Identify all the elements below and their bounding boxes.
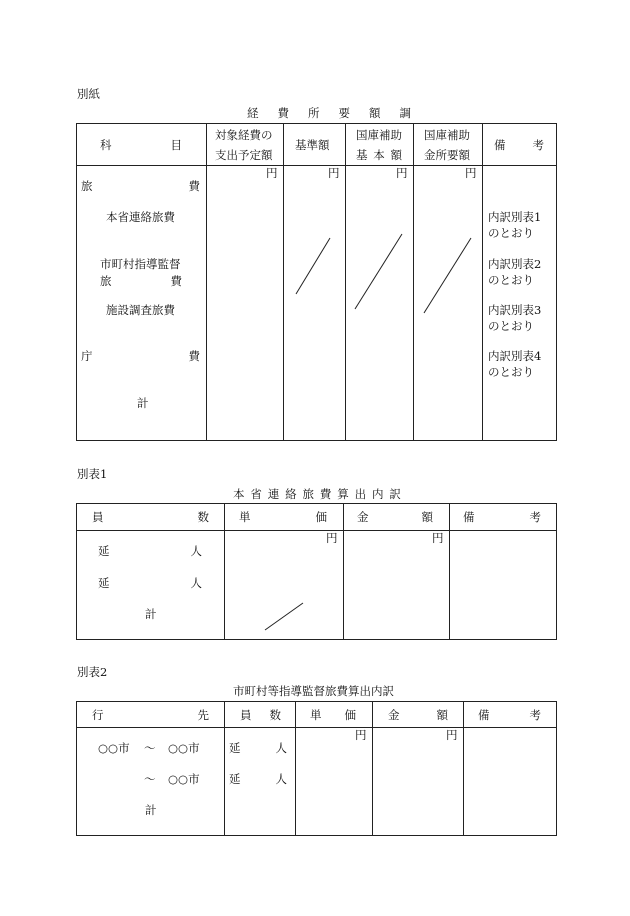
table1-label: 別表1 (77, 467, 108, 481)
table1-amount-unit: 円 (432, 531, 444, 545)
header-remarks: 備 考 (494, 138, 544, 152)
table2-amount-unit: 円 (446, 728, 458, 742)
table1-unit-price-unit: 円 (326, 531, 338, 545)
table2-row1-from: ○○市 (98, 741, 130, 755)
row-office: 庁 費 (81, 349, 200, 363)
header-target-1: 対象経費の (215, 128, 273, 142)
table1-title: 本 省 連 絡 旅 費 算 出 内 訳 (233, 487, 401, 501)
doc-label: 別紙 (77, 87, 100, 101)
row-total: 計 (137, 396, 149, 410)
table1-diagonal (265, 603, 303, 630)
table2-divider-3 (372, 701, 373, 836)
remark-1-line2: のとおり (488, 226, 534, 240)
table1-total: 計 (145, 607, 157, 621)
unit-standard: 円 (328, 166, 340, 180)
header-standard: 基準額 (295, 138, 330, 152)
table2-row1-to: ○○市 (168, 741, 200, 755)
table2-header-amount: 金 額 (388, 708, 448, 722)
remark-3-line2: のとおり (488, 319, 534, 333)
table2-row1-tilde: ～ (144, 741, 156, 755)
table1-header-persons: 員 数 (92, 510, 209, 524)
table2-header-persons: 員 数 (240, 708, 281, 722)
unit-target: 円 (266, 166, 278, 180)
row-ministry: 本省連絡旅費 (106, 210, 175, 224)
table2-divider-4 (463, 701, 464, 836)
row-guidance-2: 旅 費 (100, 274, 182, 288)
table2-row2-tilde: ～ (144, 772, 156, 786)
unit-subsidy-req: 円 (465, 166, 477, 180)
header-subsidy-req-2: 金所要額 (424, 148, 470, 162)
row-guidance-1: 市町村指導監督 (100, 257, 181, 271)
remark-4-line1: 内訳別表4 (488, 349, 542, 363)
table1-header-unit-price: 単 価 (239, 510, 327, 524)
header-subsidy-base-1: 国庫補助 (356, 128, 402, 142)
table2-total: 計 (145, 803, 157, 817)
table2-unit-price-unit: 円 (355, 728, 367, 742)
table2-label: 別表2 (77, 665, 108, 679)
table1-row2: 延 人 (98, 576, 202, 590)
table1-header-amount: 金 額 (357, 510, 433, 524)
remark-2-line1: 内訳別表2 (488, 257, 542, 271)
table2-row2-persons: 延 人 (229, 772, 287, 786)
table2-header-unit-price: 単 価 (310, 708, 356, 722)
table2-header-destination: 行 先 (92, 708, 209, 722)
table2-divider-1 (224, 701, 225, 836)
table2-row2-to: ○○市 (168, 772, 200, 786)
header-target-2: 支出予定額 (215, 148, 273, 162)
remark-3-line1: 内訳別表3 (488, 303, 542, 317)
table2-header-rule (76, 727, 557, 728)
table1-header-remarks: 備 考 (463, 510, 541, 524)
remark-4-line2: のとおり (488, 365, 534, 379)
unit-subsidy-base: 円 (396, 166, 408, 180)
row-travel: 旅 費 (81, 179, 200, 193)
table2-header-remarks: 備 考 (478, 708, 541, 722)
header-subsidy-req-1: 国庫補助 (424, 128, 470, 142)
table2-divider-2 (295, 701, 296, 836)
table2-title: 市町村等指導監督旅費算出内訳 (233, 684, 394, 698)
row-facility: 施設調査旅費 (106, 303, 175, 317)
table2-row1-persons: 延 人 (229, 741, 287, 755)
header-subsidy-base-2: 基 本 額 (356, 148, 402, 162)
remark-2-line2: のとおり (488, 273, 534, 287)
remark-1-line1: 内訳別表1 (488, 210, 542, 224)
doc-title: 経 費 所 要 額 調 (247, 106, 411, 120)
table1-row1: 延 人 (98, 544, 202, 558)
header-subject: 科 目 (100, 138, 182, 152)
